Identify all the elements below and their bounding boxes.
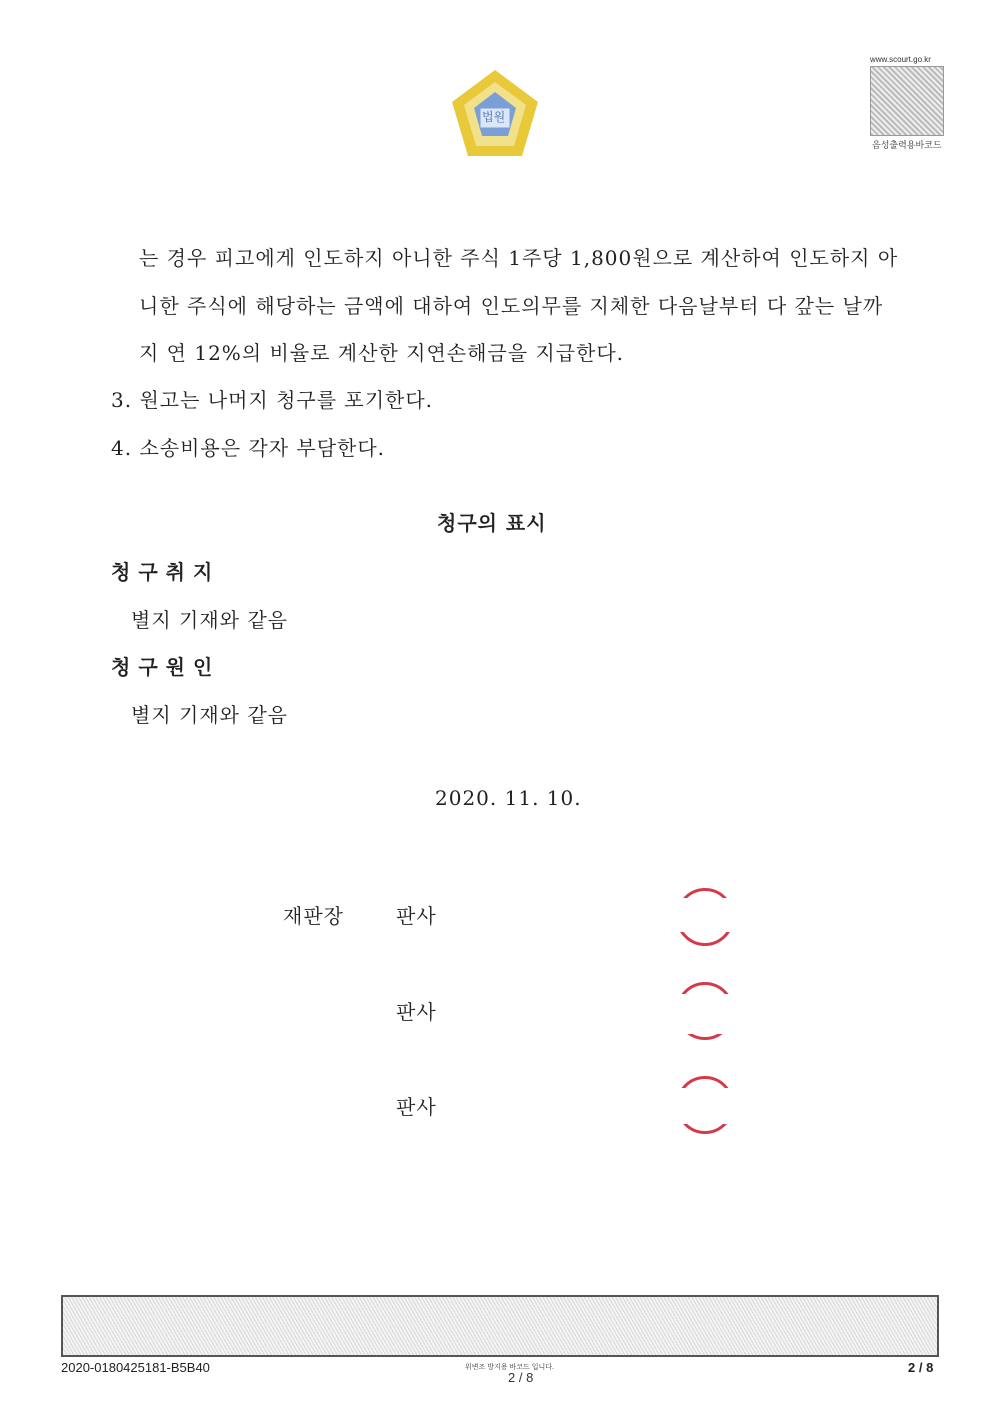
- body-item-4: 4. 소송비용은 각자 부담한다.: [111, 436, 386, 460]
- presiding-judge-title: 재판장: [283, 904, 344, 928]
- judge-label-1: 판사: [396, 904, 437, 928]
- section-title: 청구의 표시: [437, 511, 547, 535]
- claim-purpose-label: 청구취지: [111, 560, 221, 584]
- document-id: 2020-0180425181-B5B40: [61, 1360, 210, 1375]
- judge-label-3: 판사: [396, 1095, 437, 1119]
- body-item-3: 3. 원고는 나머지 청구를 포기한다.: [111, 388, 434, 412]
- emblem-text: 법원: [482, 110, 506, 124]
- court-emblem: [448, 68, 542, 162]
- judge-label-2: 판사: [396, 1000, 437, 1024]
- barcode-url: www.scourt.go.kr: [870, 55, 931, 64]
- body-line-3: 지 연 12%의 비율로 계산한 지연손해금을 지급한다.: [139, 341, 625, 365]
- page-number-center: 2 / 8: [508, 1370, 534, 1385]
- judge-seal-3: [676, 1072, 736, 1144]
- claim-cause-text: 별지 기재와 같음: [131, 703, 288, 727]
- barcode-caption: 음성출력용바코드: [872, 140, 942, 150]
- page-number-right: 2 / 8: [908, 1360, 934, 1375]
- claim-purpose-text: 별지 기재와 같음: [131, 608, 288, 632]
- security-pattern: [61, 1295, 939, 1357]
- body-line-2: 니한 주식에 해당하는 금액에 대하여 인도의무를 지체한 다음날부터 다 갚는 날까: [139, 294, 884, 318]
- barcode-image: [870, 66, 944, 136]
- judge-seal-1: [676, 884, 736, 956]
- body-line-1: 는 경우 피고에게 인도하지 아니한 주식 1주당 1,800원으로 계산하여 인도하지 아: [139, 246, 899, 270]
- judge-seal-2: [676, 978, 736, 1050]
- anti-forgery-notice: 위변조 방지용 바코드 입니다.: [465, 1364, 554, 1371]
- claim-cause-label: 청구원인: [111, 655, 221, 679]
- judgment-date: 2020. 11. 10.: [435, 786, 582, 810]
